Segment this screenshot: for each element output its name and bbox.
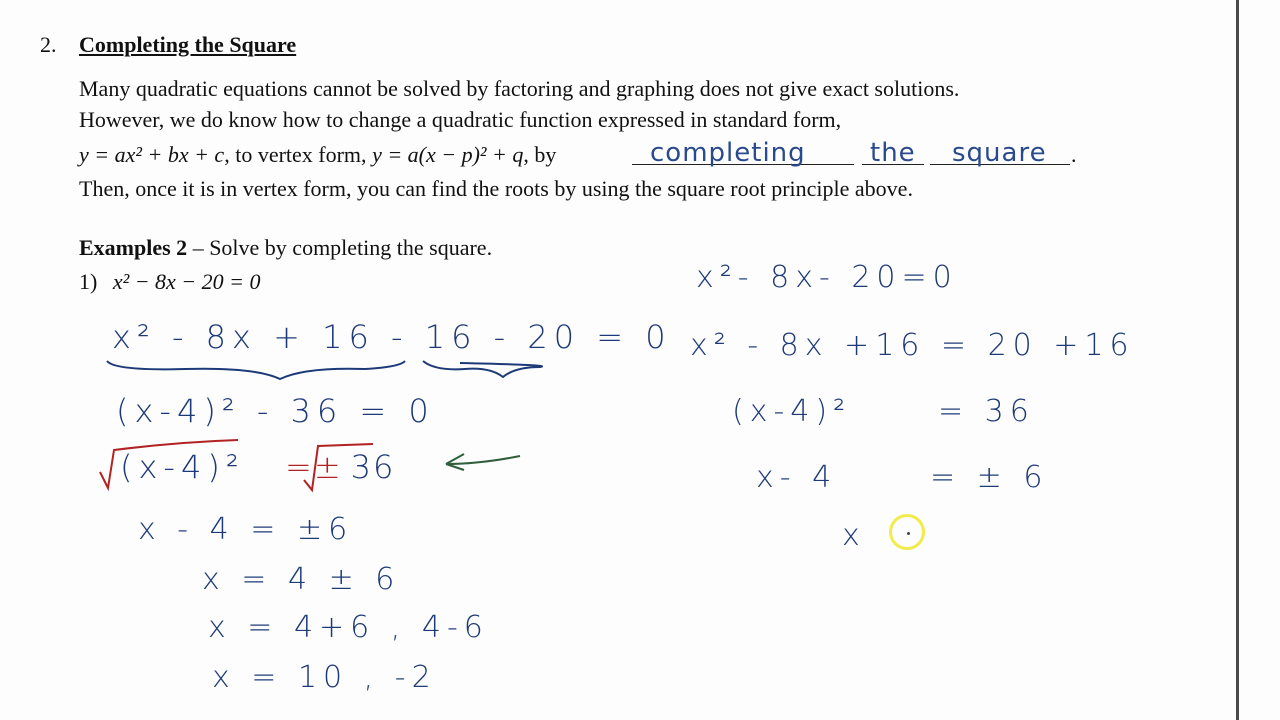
sqrt-36: 36 <box>350 448 396 486</box>
arrow-left-icon <box>440 450 530 480</box>
problem-label: 1) <box>79 269 98 294</box>
left-work-line-4: x - 4 = ±6 <box>138 512 354 547</box>
paragraph-line-2: However, we do know how to change a quadratic function expressed in standard form, <box>79 107 842 132</box>
blank-1 <box>632 138 854 168</box>
examples-heading-bold: Examples 2 <box>79 235 188 260</box>
paragraph-line-3-end: . <box>1071 142 1077 167</box>
equals-plus-minus: =± <box>285 448 343 486</box>
left-work-line-2: (x-4)² - 36 = 0 <box>116 392 435 430</box>
section-number: 2. <box>40 32 57 57</box>
right-work-line-2: x² - 8x +16 = 20 +16 <box>690 328 1135 363</box>
problem-equation: x² − 8x − 20 = 0 <box>112 269 261 294</box>
blank-3 <box>930 138 1070 168</box>
paragraph-line-1: Many quadratic equations cannot be solved by factoring and graphing does not give exact solutions. <box>79 76 960 101</box>
standard-form-equation: y = ax² + bx + c <box>79 142 225 167</box>
pen-cursor-highlight <box>889 514 925 550</box>
paragraph-line-3 <box>79 142 556 168</box>
right-work-line-4-lhs: x- 4 <box>756 460 838 495</box>
left-work-line-1: x² - 8x + 16 - 16 - 20 = 0 <box>112 318 672 356</box>
left-work-line-7: x = 10 , -2 <box>212 660 437 695</box>
right-work-line-3-lhs: (x-4)² <box>732 394 852 429</box>
right-work-line-5: x <box>842 518 866 553</box>
examples-heading <box>79 235 492 261</box>
paragraph-line-3-mid: , to vertex form, <box>224 142 373 167</box>
blank-1-answer: completing <box>650 138 806 168</box>
vertex-form-equation: y = a(x − p)² + q <box>372 142 524 167</box>
paragraph-line-3-by: , by <box>523 142 557 167</box>
page-edge-scrollbar[interactable] <box>1236 0 1239 720</box>
left-work-line-3-lhs: (x-4)² <box>120 448 245 486</box>
left-work-line-5: x = 4 ± 6 <box>202 562 401 597</box>
right-work-line-3-rhs: = 36 <box>938 394 1035 429</box>
blank-3-answer: square <box>952 138 1047 168</box>
left-work-line-3-rhs <box>285 448 395 486</box>
examples-heading-rest: – Solve by completing the square. <box>187 235 493 260</box>
blank-2 <box>862 138 924 168</box>
problem-1 <box>79 269 261 295</box>
paragraph-line-4: Then, once it is in vertex form, you can find the roots by using the square root principle above. <box>79 176 913 201</box>
right-work-line-1: x²- 8x- 20=0 <box>696 260 958 295</box>
cursor-dot <box>907 532 910 535</box>
section-title: Completing the Square <box>79 32 297 57</box>
right-work-line-4-rhs: = ± 6 <box>930 460 1049 495</box>
left-work-line-6: x = 4+6 , 4-6 <box>208 610 489 645</box>
blank-2-answer: the <box>870 138 916 168</box>
underbrace-left <box>105 355 465 385</box>
